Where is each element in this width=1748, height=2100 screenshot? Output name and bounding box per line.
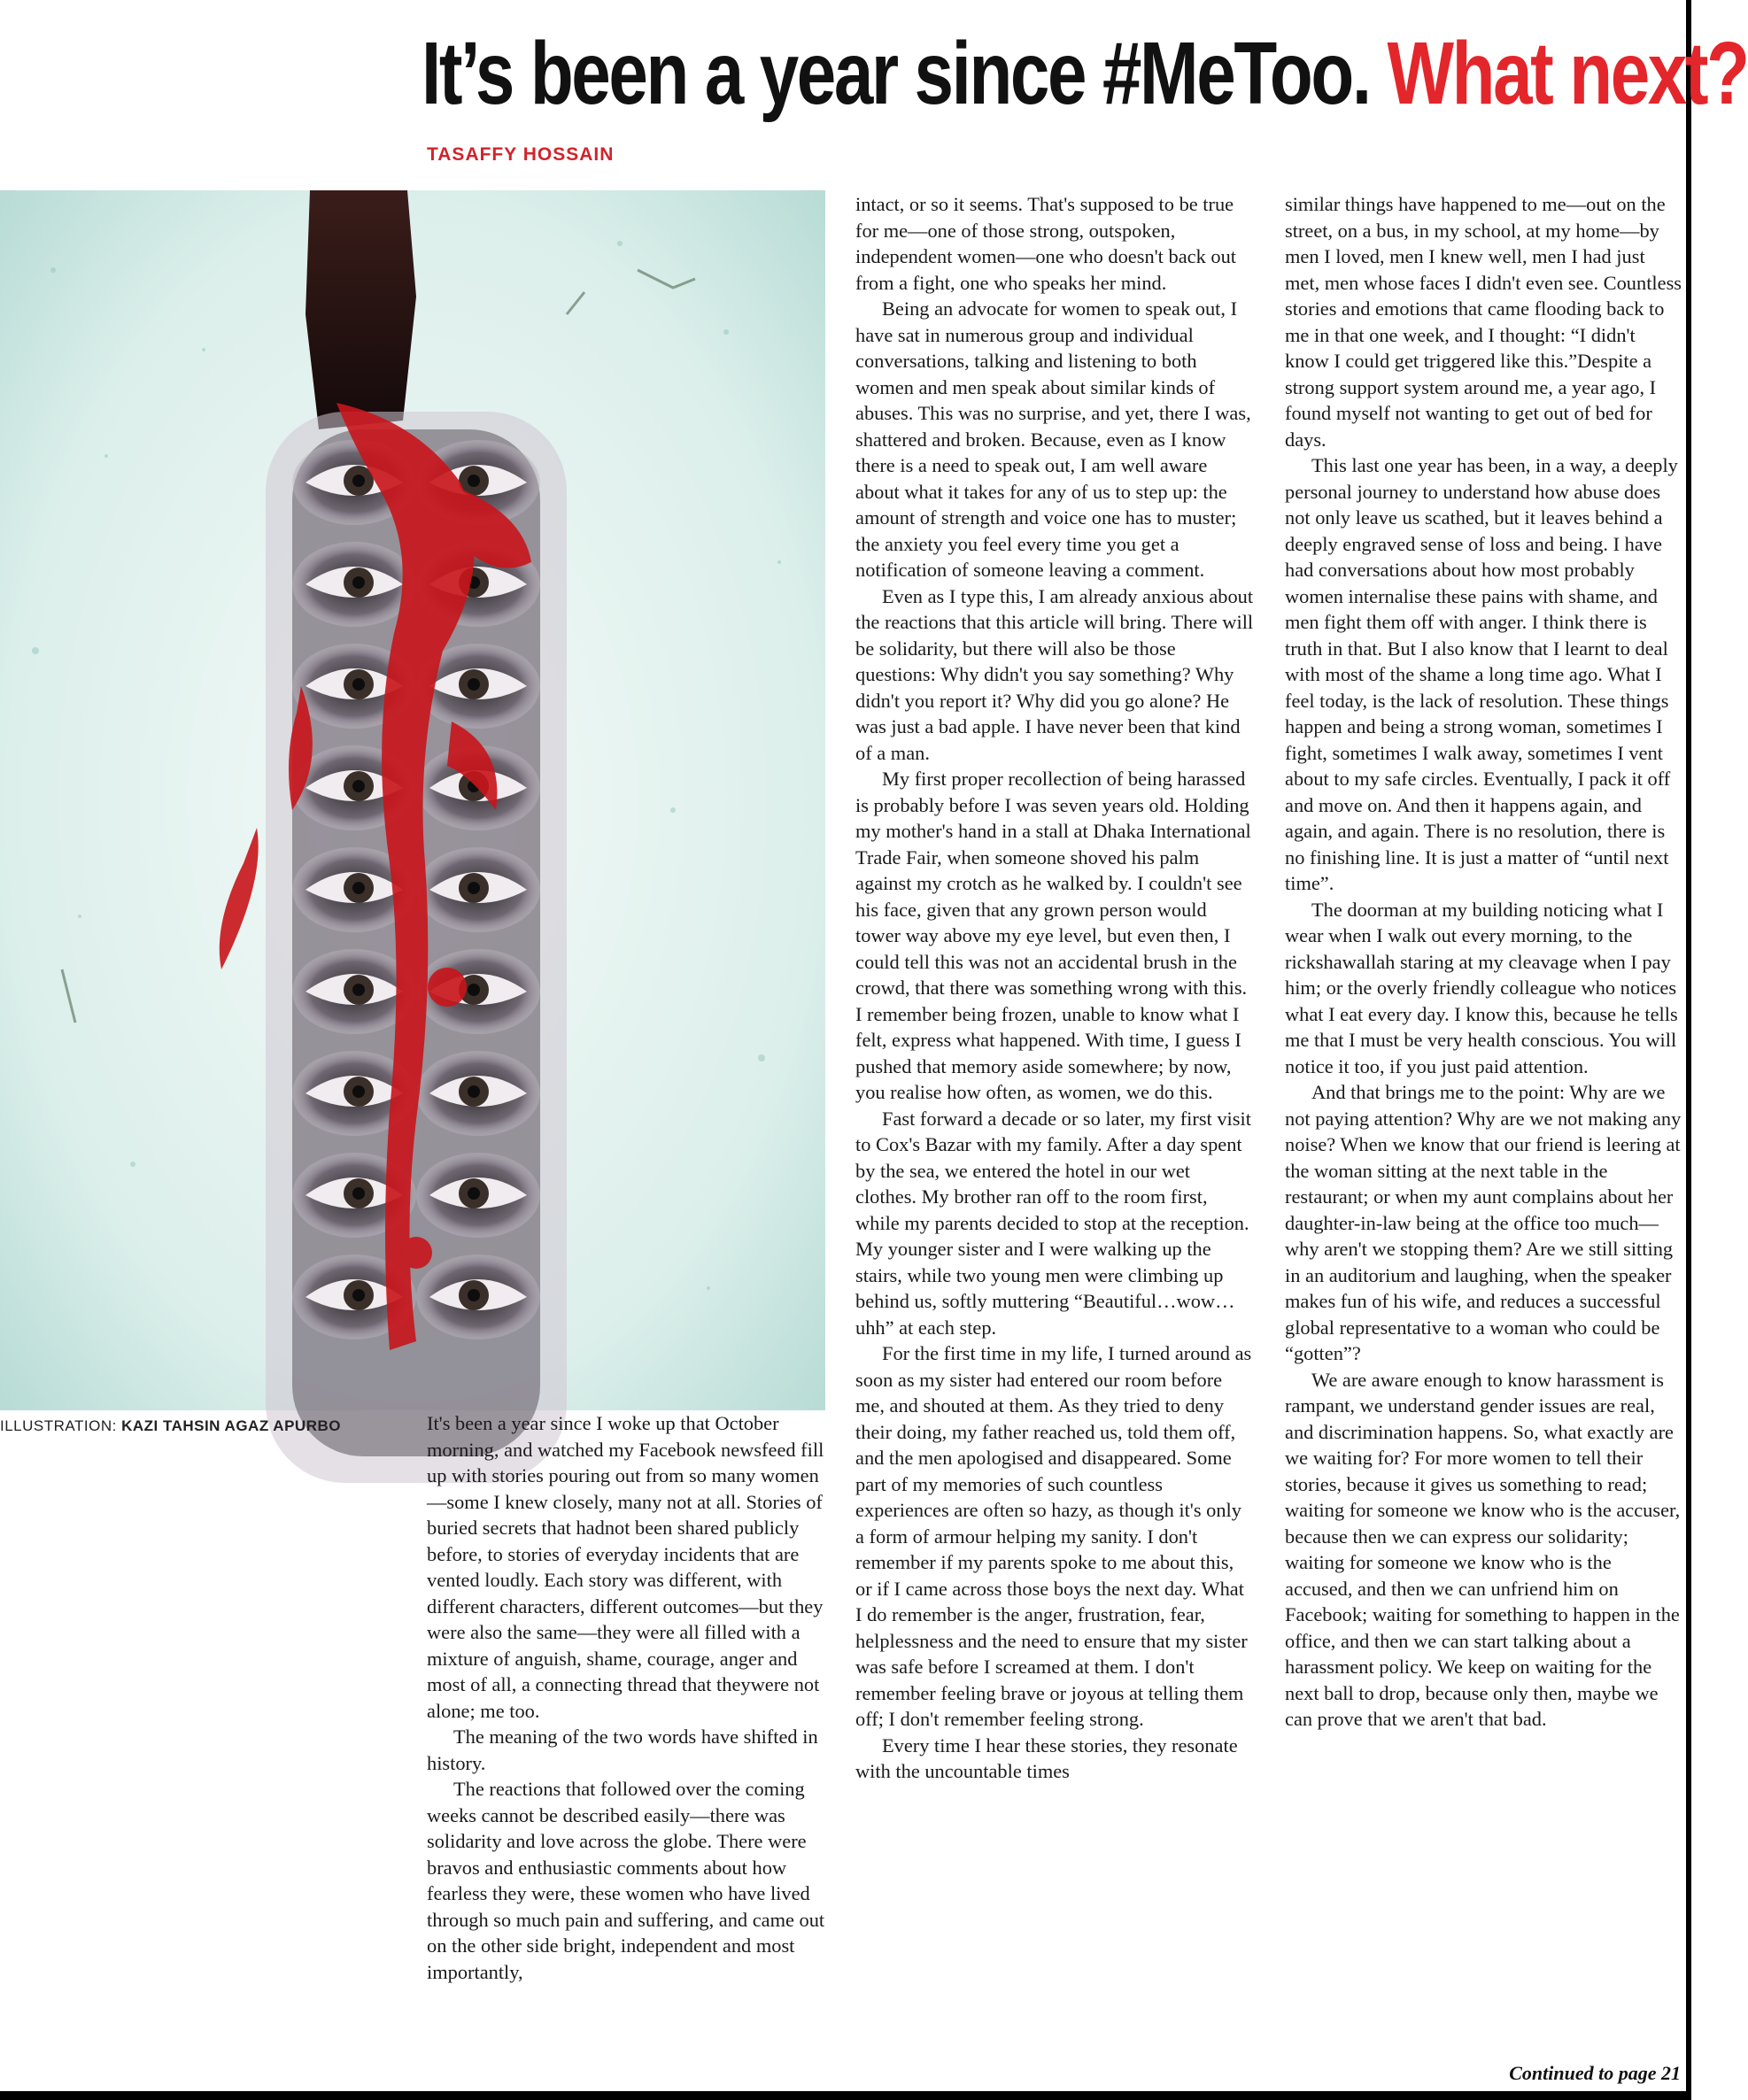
page-edge-rule <box>1686 0 1691 2100</box>
paragraph: We are aware enough to know harassment is rampant, we understand gender issues are real, and discrimination happens. So, what exactly are we waiting for? For more women to tell their stories, because it gives us something to read; waiting for someone we know who is the accuser, because then we can express our solidarity; waiting for someone we know who is the accused, and then we can unfriend him on Facebook; waiting for something to happen in the office, and then we can start talking about a harassment policy. We keep on waiting for the next ball to drop, because only then, maybe we can prove that we aren't that bad. <box>1285 1368 1681 1730</box>
paragraph: The reactions that followed over the coming weeks cannot be described easily—there was solidarity and love across the globe. There were bravos and enthusiastic comments about how fearless they were, these women who have lived through so much pain and suffering, and came out on the other side bright, independent and most importantly, <box>427 1778 825 1983</box>
paragraph: intact, or so it seems. That's supposed to be true for me—one of those strong, outspoken, independent women—one who doesn't back out from a fight, one who speaks her mind. <box>855 193 1236 294</box>
paragraph: Fast forward a decade or so later, my first visit to Cox's Bazar with my family. After a day spent by the sea, we entered the hotel in our wet clothes. My brother ran off to the room first, while my parents decided to stop at the reception. My younger sister and I were walking up the stairs, while two young men were climbing up behind us, softly muttering “Beautiful…wow…uhh” at each step. <box>855 1107 1251 1339</box>
paragraph: Being an advocate for women to speak out, I have sat in numerous group and individual conversations, talking and listening to both women and men speak about similar kinds of abuses. This was no surprise, and yet, there I was, shattered and broken. Because, even as I know there is a need to speak out, I am well aware about what it takes for any of us to step up: the amount of strength and voice one has to muster; the anxiety you feel every time you get a notification of someone leaving a comment. <box>855 297 1251 581</box>
illustration-credit <box>0 1417 341 1435</box>
continued-link[interactable]: Continued to page 21 <box>1509 2062 1681 2084</box>
paragraph: And that brings me to the point: Why are we not paying attention? Why are we not making any noise? When we know that our friend is leering at the woman sitting at the next table in the restaurant; or when my aunt complains about her daughter-in-law being at the office too much—why aren't we stopping them? Are we still sitting in an auditorium and laughing, when the speaker makes fun of his wife, and reduces a successful global representative to a woman who could be “gotten”? <box>1285 1081 1682 1364</box>
credit-name: KAZI TAHSIN AGAZ APURBO <box>121 1417 341 1434</box>
article-column-1 <box>427 1410 825 1985</box>
paragraph: My first proper recollection of being harassed is probably before I was seven years old. Holding my mother's hand in a stall at Dhaka International Trade Fair, when someone shoved his palm against my crotch as he walked by. I couldn't see his face, given that any grown person would tower way above my eye level, but even then, I could tell this was not an accidental brush in the crowd, that there was something wrong with this. I remember being frozen, unable to know what I felt, express what happened. With time, I guess I pushed that memory aside somewhere; by now, you realise how often, as women, we do this. <box>855 768 1251 1103</box>
page-bottom-rule <box>0 2091 1691 2100</box>
headline <box>422 16 1748 131</box>
byline: TASAFFY HOSSAIN <box>427 144 615 165</box>
paragraph: This last one year has been, in a way, a deeply personal journey to understand how abuse does not only leave us scathed, but it leaves behind a deeply engraved sense of loss and being. I have had conversations about how most probably women internalise these pains with shame, and men fight them off with anger. I think there is truth in that. But I also know that I learnt to deal with most of the shame a long time ago. What I feel today, is the lack of resolution. These things happen and being a strong woman, sometimes I fight, sometimes I walk away, sometimes I vent about to my safe circles. Eventually, I pack it off and move on. And then it happens again, and again, and again. There is no resolution, there is no finishing line. It is just a matter of “until next time”. <box>1285 454 1678 894</box>
paragraph: The doorman at my building noticing what I wear when I walk out every morning, to the rickshawallah staring at my cleavage when I pay him; or the overly friendly colleague who notices what I eat every day. I know this, because he tells me that I must be very health conscious. You will notice it too, if you just paid attention. <box>1285 898 1678 1077</box>
article-column-3 <box>1285 191 1683 1733</box>
credit-label: ILLUSTRATION: <box>0 1417 117 1434</box>
paragraph: For the first time in my life, I turned around as soon as my sister had entered our room before me, and shouted at them. As they tried to deny their doing, my father reached us, told them off, and the men apologised and disappeared. Some part of my memories of such countless experiences are often so hazy, as though it's only a form of armour helping my sanity. I don't remember if my parents spoke to me about this, or if I came across those boys the next day. What I do remember is the anger, frustration, fear, helplessness and the need to ensure that my sister was safe before I screamed at them. I don't remember feeling brave or joyous at telling them off; I don't remember feeling strong. <box>855 1342 1252 1730</box>
article-column-2 <box>855 191 1254 1785</box>
paragraph: similar things have happened to me—out on the street, on a bus, in my school, at my home—by men I loved, men I knew well, men I had just met, men whose faces I didn't even see. Countless stories and emotions that came flooding back to me in that one week, and I thought: “I didn't know I could get triggered like this.”Despite a strong support system around me, a year ago, I found myself not wanting to get out of bed for days. <box>1285 193 1682 451</box>
eyes-blood-illustration <box>0 190 825 1410</box>
headline-main: It’s been a year since #MeToo. <box>422 24 1370 123</box>
headline-accent: What next? <box>1387 24 1748 123</box>
paragraph: It's been a year since I woke up that October morning, and watched my Facebook newsfeed fill up with stories pouring out from so many women—some I knew closely, many not at all. Stories of buried secrets that hadnot been shared publicly before, to stories of everyday incidents that are vented loudly. Each story was different, with different characters, different outcomes—but they were also the same—they were all filled with a mixture of anguish, shame, courage, anger and most of all, a connecting thread that theywere not alone; me too. <box>427 1412 824 1722</box>
paragraph: Every time I hear these stories, they resonate with the uncountable times <box>855 1733 1238 1782</box>
paragraph: Even as I type this, I am already anxious about the reactions that this article will bring. There will be solidarity, but there will also be those questions: Why didn't you say something? Why didn't you report it? Why did you go alone? He was just a bad apple. I have never been that kind of a man. <box>855 584 1254 764</box>
paragraph: The meaning of the two words have shifted in history. <box>427 1726 818 1774</box>
